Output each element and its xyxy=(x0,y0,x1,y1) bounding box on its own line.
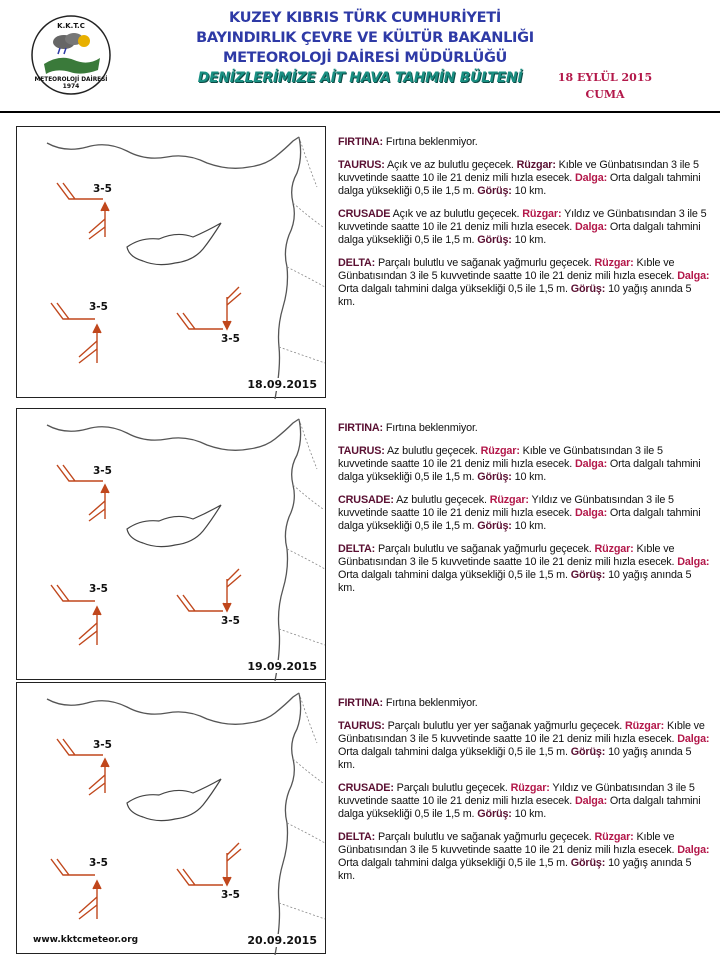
label-taurus: TAURUS: xyxy=(338,720,385,732)
map-date: 20.09.2015 xyxy=(247,934,317,947)
crusade-visibility: 10 km. xyxy=(514,520,547,532)
bulletin-date: 18 EYLÜL 2015 xyxy=(557,71,653,84)
label-delta: DELTA: xyxy=(338,543,376,555)
crusade-wave: Orta dalgalı tahmini dalga yüksekliği 0,5 ile 1,5 m. xyxy=(338,795,701,820)
label-dalga: Dalga: xyxy=(574,172,608,184)
label-gorus: Görüş: xyxy=(477,808,512,820)
label-dalga: Dalga: xyxy=(574,221,608,233)
label-ruzgar: Rüzgar: xyxy=(510,782,550,794)
forecast-text-day-2 xyxy=(338,422,710,605)
forecast-text-day-1 xyxy=(338,136,710,319)
wind-label-north: 3-5 xyxy=(93,183,112,195)
delta-visibility: 10 yağış anında 5 km. xyxy=(338,569,692,594)
crusade-wind: Yıldız ve Günbatısından 3 ile 5 kuvvetinde saatte 10 ile 21 deniz mili hızla esecek. xyxy=(338,494,674,519)
label-gorus: Görüş: xyxy=(570,283,606,295)
forecast-map-day-3 xyxy=(16,682,326,954)
label-dalga: Dalga: xyxy=(677,844,710,856)
label-crusade: CRUSADE: xyxy=(338,782,394,794)
delta-sky: Parçalı bulutlu ve sağanak yağmurlu geçecek. xyxy=(377,831,592,843)
delta-wind: Kıble ve Günbatısından 3 ile 5 kuvvetinde saatte 10 ile 21 deniz mili hızla esecek. xyxy=(338,543,675,568)
taurus-visibility: 10 km. xyxy=(514,471,547,483)
label-dalga: Dalga: xyxy=(574,795,608,807)
taurus-sky: Parçalı bulutlu yer yer sağanak yağmurlu geçecek. xyxy=(387,720,623,732)
header-line-2: BAYINDIRLIK ÇEVRE VE KÜLTÜR BAKANLIĞI xyxy=(196,30,534,46)
crusade-sky: Parçalı bulutlu geçecek. xyxy=(396,782,508,794)
label-crusade: CRUSADE: xyxy=(338,494,394,506)
wind-label-east: 3-5 xyxy=(221,333,240,345)
header-line-1: KUZEY KIBRIS TÜRK CUMHURİYETİ xyxy=(229,10,501,26)
logo-year: 1974 xyxy=(62,83,80,90)
delta-sky: Parçalı bulutlu ve sağanak yağmurlu geçecek. xyxy=(377,257,592,269)
taurus-sky: Açık ve az bulutlu geçecek. xyxy=(387,159,514,171)
label-ruzgar: Rüzgar: xyxy=(594,257,634,269)
crusade-visibility: 10 km. xyxy=(514,808,547,820)
crusade-wind: Yıldız ve Günbatısından 3 ile 5 kuvvetinde saatte 10 ile 21 deniz mili hızla esecek. xyxy=(338,208,707,233)
label-ruzgar: Rüzgar: xyxy=(489,494,529,506)
label-taurus: TAURUS: xyxy=(338,159,385,171)
label-gorus: Görüş: xyxy=(477,185,512,197)
label-dalga: Dalga: xyxy=(677,270,710,282)
crusade-wind: Yıldız ve Günbatısından 3 ile 5 kuvvetinde saatte 10 ile 21 deniz mili hızla esecek. xyxy=(338,782,695,807)
sea-map xyxy=(17,127,327,399)
wind-label-east: 3-5 xyxy=(221,889,240,901)
logo-top-text: K.K.T.C xyxy=(57,22,85,30)
crusade-sky: Az bulutlu geçecek. xyxy=(396,494,487,506)
label-gorus: Görüş: xyxy=(477,471,512,483)
label-gorus: Görüş: xyxy=(570,569,606,581)
label-gorus: Görüş: xyxy=(570,857,606,869)
label-firtina: FIRTINA: xyxy=(338,422,383,434)
meteorology-logo xyxy=(30,14,112,96)
bulletin-day: CUMA xyxy=(585,88,625,101)
taurus-visibility: 10 yağış anında 5 km. xyxy=(338,746,692,771)
taurus-wind: Kıble ve Günbatısından 3 ile 5 kuvvetinde saatte 10 ile 21 deniz mili hızla esecek. xyxy=(338,159,699,184)
taurus-wave: Orta dalgalı tahmini dalga yüksekliği 0,5 ile 1,5 m. xyxy=(338,458,701,483)
wind-label-east: 3-5 xyxy=(221,615,240,627)
forecast-text-day-3 xyxy=(338,697,710,893)
wind-label-southwest: 3-5 xyxy=(89,857,108,869)
label-dalga: Dalga: xyxy=(677,556,710,568)
map-date: 18.09.2015 xyxy=(247,378,317,391)
firtina-text: Fırtına beklenmiyor. xyxy=(385,697,478,709)
taurus-wind: Kıble ve Günbatısından 3 ile 5 kuvvetinde saatte 10 ile 21 deniz mili hızla esecek. xyxy=(338,720,705,745)
label-ruzgar: Rüzgar: xyxy=(624,720,665,732)
label-gorus: Görüş: xyxy=(477,234,512,246)
label-delta: DELTA: xyxy=(338,831,376,843)
label-taurus: TAURUS: xyxy=(338,445,385,457)
delta-wave: Orta dalgalı tahmini dalga yüksekliği 0,5 ile 1,5 m. xyxy=(338,569,568,581)
firtina-text: Fırtına beklenmiyor. xyxy=(385,136,478,148)
taurus-wind: Kıble ve Günbatısından 3 ile 5 kuvvetinde saatte 10 ile 21 deniz mili hızla esecek. xyxy=(338,445,663,470)
label-dalga: Dalga: xyxy=(574,458,608,470)
taurus-visibility: 10 km. xyxy=(514,185,547,197)
sea-map xyxy=(17,683,327,955)
label-ruzgar: Rüzgar: xyxy=(594,831,634,843)
delta-wave: Orta dalgalı tahmini dalga yüksekliği 0,5 ile 1,5 m. xyxy=(338,283,568,295)
delta-visibility: 10 yağış anında 5 km. xyxy=(338,283,692,308)
label-gorus: Görüş: xyxy=(477,520,512,532)
label-delta: DELTA: xyxy=(338,257,376,269)
label-ruzgar: Rüzgar: xyxy=(522,208,562,220)
logo-name: METEOROLOJİ DAİRESİ xyxy=(34,77,108,83)
header-line-3: METEOROLOJİ DAİRESİ MÜDÜRLÜĞÜ xyxy=(222,50,508,66)
wind-label-north: 3-5 xyxy=(93,739,112,751)
wind-label-north: 3-5 xyxy=(93,465,112,477)
delta-wind: Kıble ve Günbatısından 3 ile 5 kuvvetinde saatte 10 ile 21 deniz mili hızla esecek. xyxy=(338,257,675,282)
label-gorus: Görüş: xyxy=(570,746,606,758)
taurus-sky: Az bulutlu geçecek. xyxy=(387,445,478,457)
taurus-wave: Orta dalgalı tahmini dalga yüksekliği 0,5 ile 1,5 m. xyxy=(338,746,568,758)
label-ruzgar: Rüzgar: xyxy=(480,445,520,457)
label-firtina: FIRTINA: xyxy=(338,136,383,148)
delta-sky: Parçalı bulutlu ve sağanak yağmurlu geçecek. xyxy=(377,543,592,555)
label-ruzgar: Rüzgar: xyxy=(594,543,634,555)
website-link[interactable]: www.kktcmeteor.org xyxy=(33,935,139,945)
label-dalga: Dalga: xyxy=(574,507,608,519)
firtina-text: Fırtına beklenmiyor. xyxy=(385,422,478,434)
crusade-wave: Orta dalgalı tahmini dalga yüksekliği 0,5 ile 1,5 m. xyxy=(338,221,701,246)
forecast-map-day-2 xyxy=(16,408,326,680)
header-divider xyxy=(0,111,720,113)
wind-label-southwest: 3-5 xyxy=(89,583,108,595)
crusade-sky: Açık ve az bulutlu geçecek. xyxy=(392,208,520,220)
crusade-wave: Orta dalgalı tahmini dalga yüksekliği 0,5 ile 1,5 m. xyxy=(338,507,701,532)
delta-wave: Orta dalgalı tahmini dalga yüksekliği 0,5 ile 1,5 m. xyxy=(338,857,568,869)
label-dalga: Dalga: xyxy=(677,733,710,745)
sea-map xyxy=(17,409,327,681)
label-crusade: CRUSADE xyxy=(338,208,391,220)
delta-wind: Kıble ve Günbatısından 3 ile 5 kuvvetinde saatte 10 ile 21 deniz mili hızla esecek. xyxy=(338,831,675,856)
map-date: 19.09.2015 xyxy=(247,660,317,673)
bulletin-title: DENİZLERİMİZE AİT HAVA TAHMİN BÜLTENİ xyxy=(197,70,523,86)
label-ruzgar: Rüzgar: xyxy=(516,159,556,171)
delta-visibility: 10 yağış anında 5 km. xyxy=(338,857,692,882)
crusade-visibility: 10 km. xyxy=(514,234,547,246)
taurus-wave: Orta dalgalı tahmini dalga yüksekliği 0,5 ile 1,5 m. xyxy=(338,172,701,197)
forecast-map-day-1 xyxy=(16,126,326,398)
wind-label-southwest: 3-5 xyxy=(89,301,108,313)
label-firtina: FIRTINA: xyxy=(338,697,383,709)
